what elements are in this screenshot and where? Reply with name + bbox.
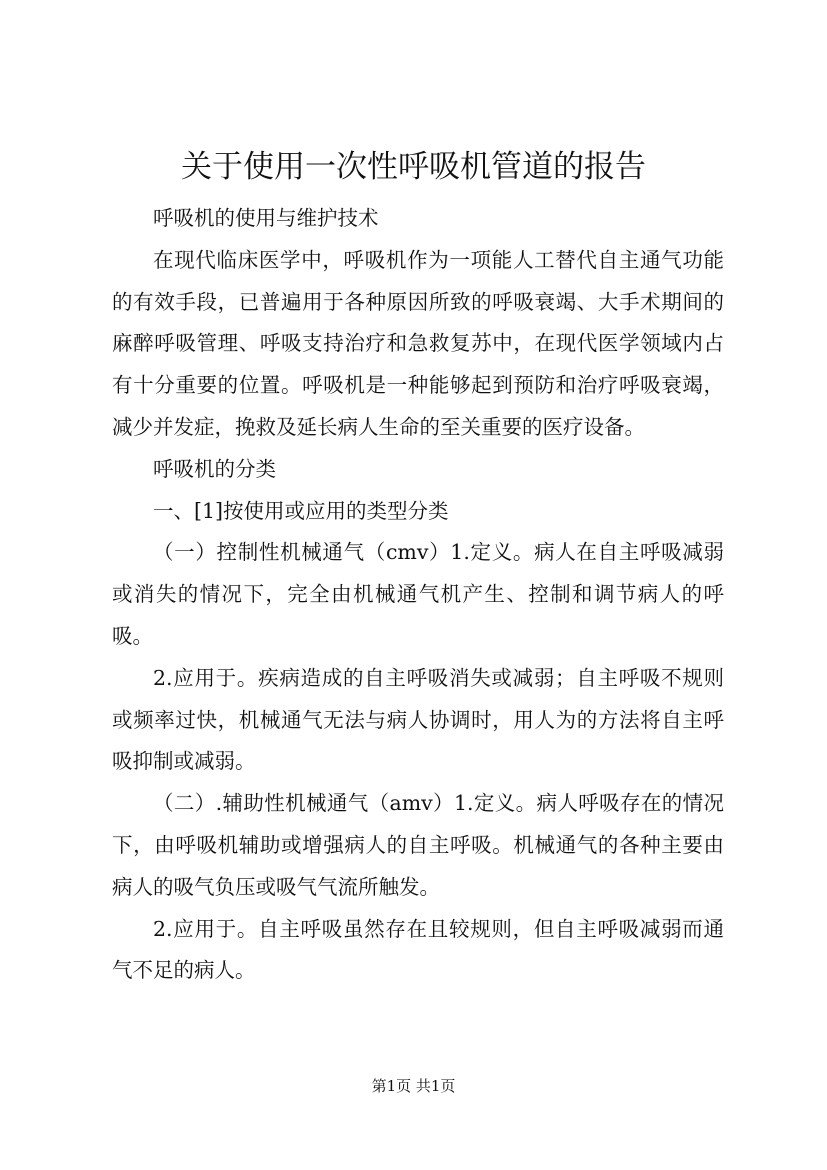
paragraph-amv-application: 2.应用于。自主呼吸虽然存在且较规则，但自主呼吸减弱而通气不足的病人。	[112, 916, 724, 983]
paragraph-section-heading: 一、[1]按使用或应用的类型分类	[153, 498, 449, 523]
paragraph-cmv-definition: （一）控制性机械通气（cmv）1.定义。病人在自主呼吸减弱或消失的情况下，完全由机械通气机产生、控制和调节病人的呼吸。	[112, 540, 724, 648]
paragraph-amv-definition: （二）.辅助性机械通气（amv）1.定义。病人呼吸存在的情况下，由呼吸机辅助或增强病人的自主呼吸。机械通气的各种主要由病人的吸气负压或吸气气流所触发。	[112, 791, 724, 899]
paragraph-subtitle: 呼吸机的使用与维护技术	[153, 206, 379, 230]
page-number-footer: 第1页 共1页	[371, 1077, 456, 1095]
document-title: 关于使用一次性呼吸机管道的报告	[181, 149, 646, 185]
paragraph-classification-heading: 呼吸机的分类	[153, 456, 276, 481]
paragraph-intro: 在现代临床医学中，呼吸机作为一项能人工替代自主通气功能的有效手段，已普遍用于各种原因所致的呼吸衰竭、大手术期间的麻醉呼吸管理、呼吸支持治疗和急救复苏中，在现代医学领域内占有十分重要的位置。呼吸机是一种能够起到预防和治疗呼吸衰竭，减少并发症，挽救及延长病人生命的至关重要的医疗设备。	[112, 247, 724, 439]
document-body	[112, 198, 724, 992]
paragraph-cmv-application: 2.应用于。疾病造成的自主呼吸消失或减弱；自主呼吸不规则或频率过快，机械通气无法与病人协调时，用人为的方法将自主呼吸抑制或减弱。	[112, 665, 724, 774]
